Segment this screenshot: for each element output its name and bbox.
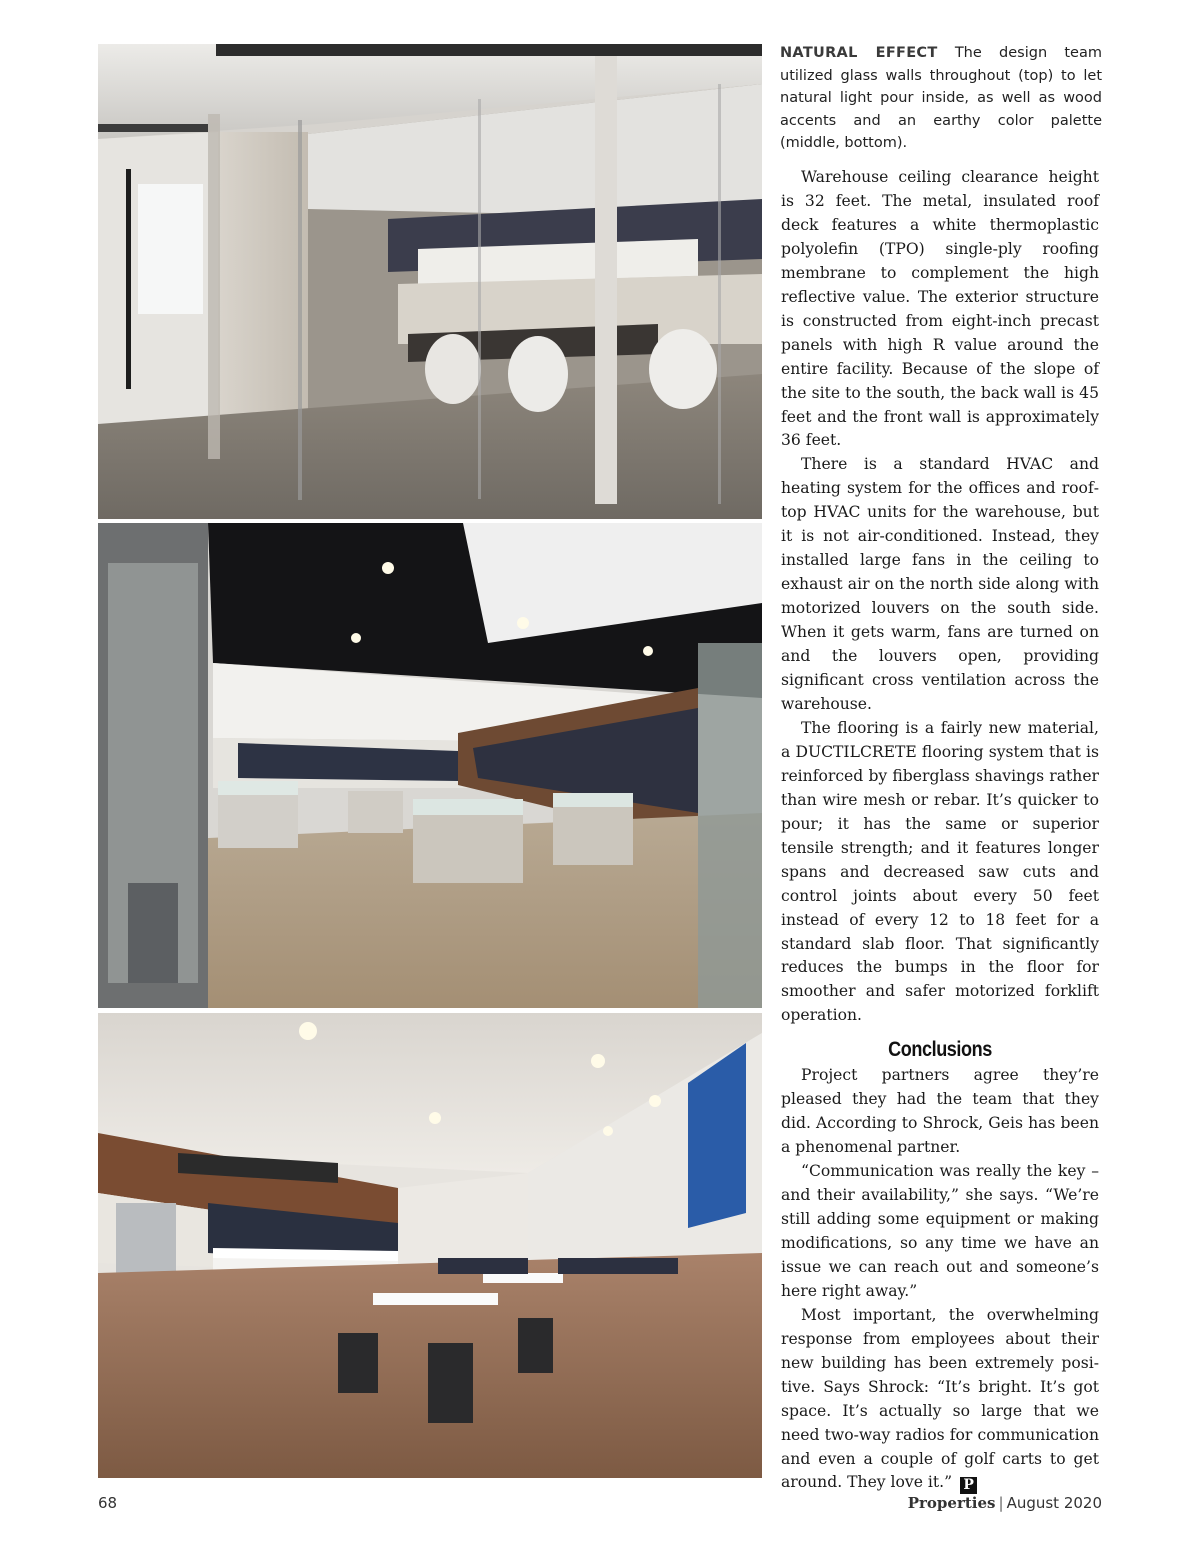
article-paragraph-final <box>781 1304 1099 1496</box>
break-room-kitchen-photo <box>98 1013 762 1478</box>
magazine-name: Properties <box>907 1494 996 1512</box>
photo-caption <box>780 42 1102 155</box>
page-number: 68 <box>98 1494 118 1512</box>
article-body <box>781 166 1099 1495</box>
caption-lead: NATURAL EFFECT <box>780 45 938 61</box>
article-paragraph: Warehouse ceiling clearance height is 32 feet. The metal, insulated roof deck features a white thermoplastic polyolefin (TPO) single-ply roofing membrane to complement the high reflective value. The exterior structure is constructed from eight-inch precast panels with high R value around the entire facility. Because of the slope of the site to the south, the back wall is 45 feet and the front wall is approximately 36 feet. <box>781 168 1099 450</box>
open-office-cubicles-photo <box>98 523 762 1008</box>
end-mark-icon: P <box>960 1477 977 1494</box>
caption-text: The design team utilized glass walls throughout (top) to let natural light pour inside, as well as wood accents and an earthy color palette (middle, bottom). <box>780 45 1102 151</box>
issue-date: August 2020 <box>1006 1494 1102 1512</box>
article-paragraph-text: Most important, the overwhelming response from employees about their new building has been extremely positive. Says Shrock: “It’s bright. It’s got space. It’s actually so large that we need two-way radios for communication and even a couple of golf carts to get around. They love it.” <box>781 1305 1099 1492</box>
footer-separator: | <box>998 1494 1004 1512</box>
section-heading: Conclusions <box>888 1038 992 1062</box>
glass-walled-office-photo <box>98 44 762 519</box>
article-paragraph: The flooring is a fairly new material, a DUCTILCRETE flooring system that is reinforced by fiberglass shavings rather than wire mesh or rebar. It’s quicker to pour; it has the same or superior tensile strength; and it features longer spans and decreased saw cuts and control joints about every 50 feet instead of every 12 to 18 feet for a standard slab floor. That significantly reduces the bumps in the floor for smoother and safer motorized forklift operation. <box>781 718 1099 1025</box>
page-footer <box>908 1494 1102 1512</box>
article-paragraph: Project partners agree they’re pleased they had the team that they did. According to Shrock, Geis has been a phenomenal partner. <box>781 1066 1099 1157</box>
article-paragraph: “Communication was really the key – and their availability,” she says. “We’re still adding some equipment or making modifications, so any time we have an issue we can reach out and someone’s here right away.” <box>781 1162 1099 1300</box>
article-paragraph: There is a standard HVAC and heating system for the offices and rooftop HVAC units for the warehouse, but it is not air-conditioned. Instead, they installed large fans in the ceiling to exhaust air on the north side along with motorized louvers on the south side. When it gets warm, fans are turned on and the louvers open, providing significant cross ventilation across the warehouse. <box>781 455 1099 713</box>
